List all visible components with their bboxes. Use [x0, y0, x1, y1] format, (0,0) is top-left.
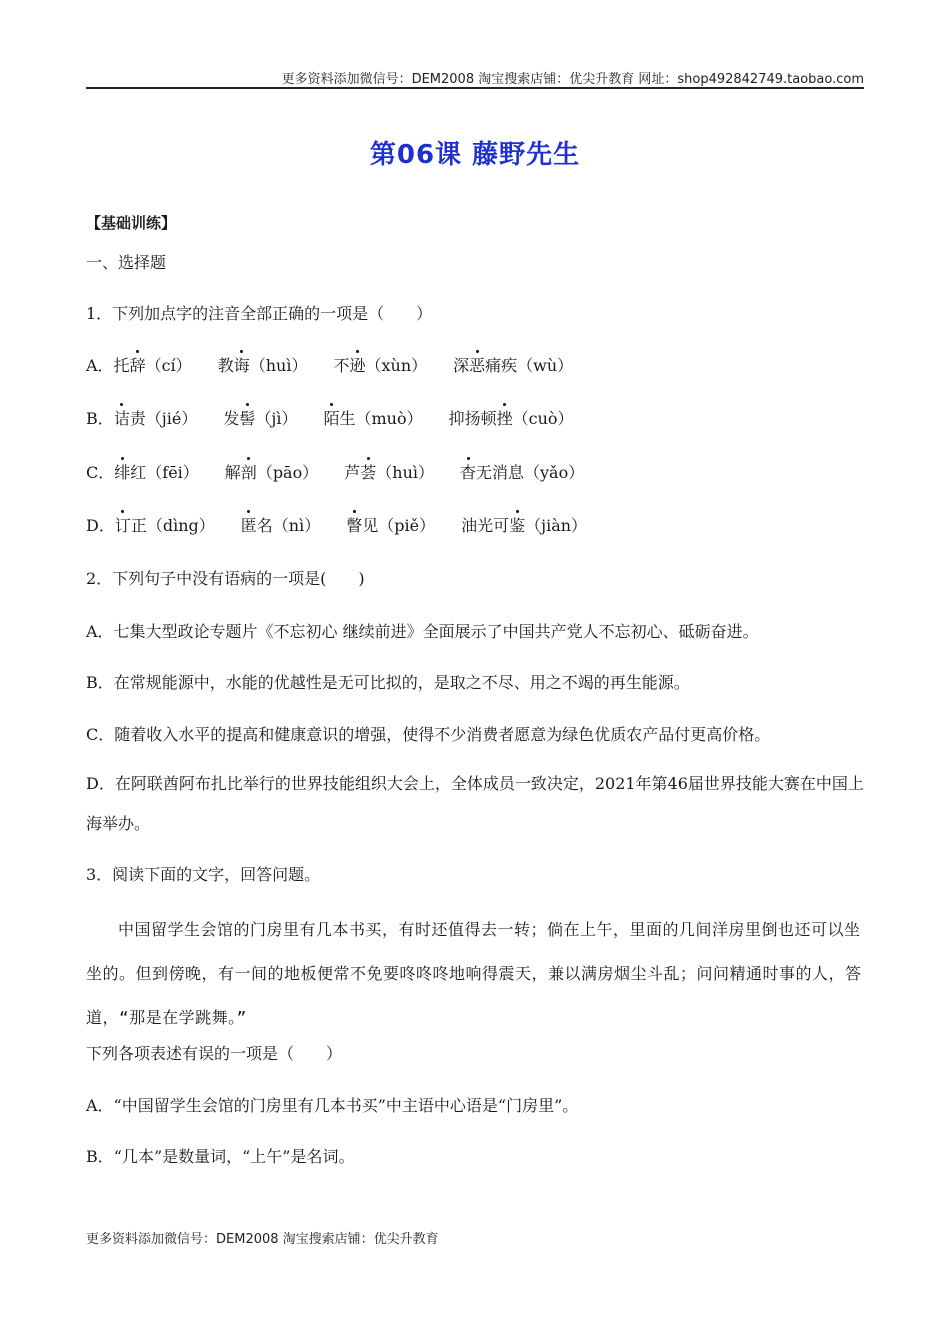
option-item: 匿名（nì）: [240, 516, 321, 535]
q3-option-a: A．“中国留学生会馆的门房里有几本书买”中主语中心语是“门房里”。: [86, 1096, 579, 1115]
option-item: 芦荟（huì）: [344, 463, 434, 482]
option-label: B．: [86, 409, 114, 428]
dotted-char: 陌: [323, 409, 340, 428]
dotted-char: 荟: [360, 463, 377, 482]
q3-sub-stem: 下列各项表述有误的一项是（ ）: [86, 1044, 343, 1063]
section-heading: 【基础训练】: [86, 214, 177, 232]
option-item: 抑扬顿挫（cuò）: [448, 409, 574, 428]
q2-option-b: B．在常规能源中，水能的优越性是无可比拟的，是取之不尽、用之不竭的再生能源。: [86, 673, 690, 692]
option-item: 不逊（xùn）: [333, 356, 428, 375]
q2-option-a: A．七集大型政论专题片《不忘初心 继续前进》全面展示了中国共产党人不忘初心、砥砺奋进。: [86, 622, 759, 641]
dotted-char: 瞥: [346, 516, 363, 535]
option-item: 绯红（fēi）: [114, 463, 199, 482]
option-item: 瞥见（piě）: [346, 516, 436, 535]
q1-option-c: [86, 460, 610, 483]
header-rule: [86, 87, 864, 89]
option-item: 发髻（jì）: [223, 409, 298, 428]
dotted-char: 剖: [240, 463, 257, 482]
option-item: 杳无消息（yǎo）: [460, 463, 585, 482]
option-item: 订正（dìng）: [114, 516, 215, 535]
option-item: 诘责（jié）: [113, 409, 198, 428]
option-item: 解剖（pāo）: [224, 463, 319, 482]
dotted-char: 鉴: [509, 516, 526, 535]
q3-passage: 中国留学生会馆的门房里有几本书买，有时还值得去一转；倘在上午，里面的几间洋房里倒也还可以坐坐的。但到傍晚，有一间的地板便常不免要咚咚咚地响得震天，兼以满房烟尘斗乱；问问精通时事的人，答道，“那是在学跳舞。”: [86, 920, 862, 1027]
q1-stem: 1．下列加点字的注音全部正确的一项是（ ）: [86, 304, 433, 323]
dotted-char: 逊: [349, 356, 366, 375]
dotted-char: 诲: [233, 356, 250, 375]
q1-option-b: [86, 406, 600, 429]
q1-option-a: [86, 353, 599, 376]
option-item: 陌生（muò）: [323, 409, 423, 428]
dotted-char: 恶: [469, 356, 486, 375]
dotted-char: 挫: [496, 409, 513, 428]
dotted-char: 订: [114, 516, 131, 535]
option-item: 教诲（huì）: [217, 356, 308, 375]
page-title: 第06课 藤野先生: [369, 140, 581, 170]
dotted-char: 诘: [113, 409, 130, 428]
q3-option-b: B．“几本”是数量词，“上午”是名词。: [86, 1147, 355, 1166]
part-heading: 一、选择题: [86, 253, 167, 272]
q1-option-d: [86, 513, 613, 536]
q2-option-c: C．随着收入水平的提高和健康意识的增强，使得不少消费者愿意为绿色优质农产品付更高价格。: [86, 725, 771, 744]
option-label: A．: [86, 356, 114, 375]
dotted-char: 杳: [460, 463, 477, 482]
dotted-char: 匿: [240, 516, 257, 535]
q2-stem: 2．下列句子中没有语病的一项是( ): [86, 569, 365, 588]
dotted-char: 辞: [129, 356, 146, 375]
option-label: C．: [86, 463, 115, 482]
option-item: 油光可鉴（jiàn）: [461, 516, 588, 535]
page-footer: 更多资料添加微信号：DEM2008 淘宝搜索店铺：优尖升教育: [86, 1232, 439, 1247]
option-label: D．: [86, 516, 115, 535]
q3-stem: 3．阅读下面的文字，回答问题。: [86, 865, 321, 884]
q2-option-d: D．在阿联酋阿布扎比举行的世界技能组织大会上，全体成员一致决定，2021年第46届世界技能大赛在中国上海举办。: [86, 774, 864, 833]
page-header: 更多资料添加微信号：DEM2008 淘宝搜索店铺：优尖升教育 网址：shop492842749.taobao.com: [281, 72, 864, 87]
dotted-char: 绯: [114, 463, 131, 482]
dotted-char: 髻: [239, 409, 256, 428]
option-item: 托辞（cí）: [113, 356, 192, 375]
option-item: 深恶痛疾（wù）: [453, 356, 574, 375]
